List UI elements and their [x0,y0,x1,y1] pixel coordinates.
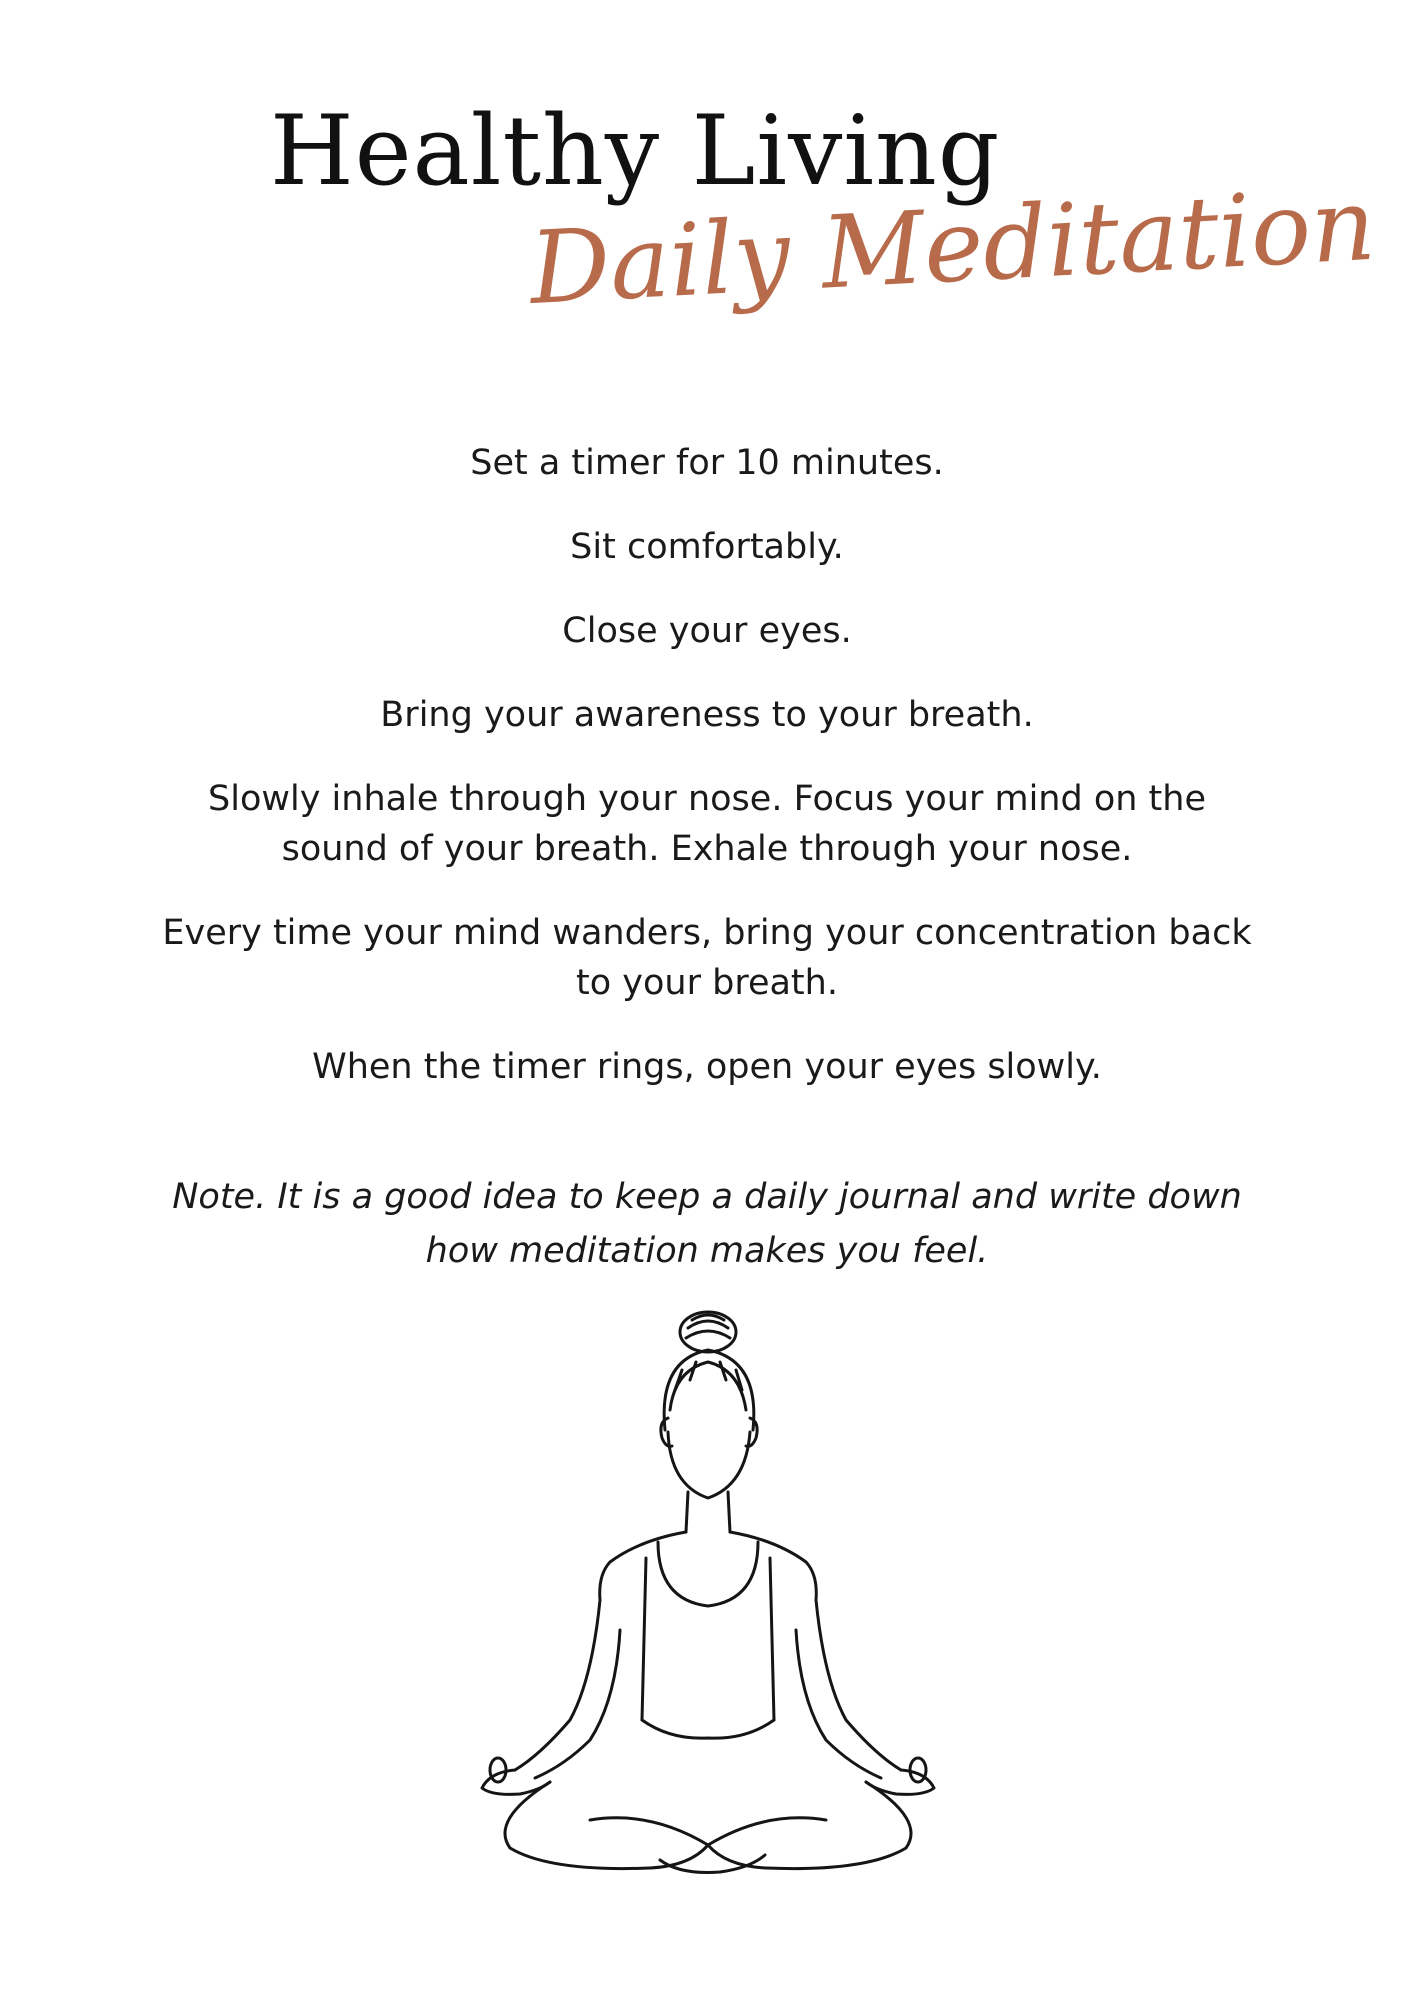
instruction-step: Every time your mind wanders, bring your concentration back to your breath. [162,913,1252,1003]
page-subtitle: Daily Meditation [526,165,1379,327]
instruction-step: Close your eyes. [562,611,852,651]
instruction-step: Set a timer for 10 minutes. [470,443,944,483]
instruction-step: When the timer rings, open your eyes slowly. [312,1047,1102,1087]
page-title: Healthy Living [270,95,1001,207]
instruction-step: Sit comfortably. [570,527,844,567]
meditating-woman-icon [420,1300,1000,1880]
journal-note: Note. It is a good idea to keep a daily journal and write down how meditation makes you feel. [172,1177,1242,1271]
instruction-step: Slowly inhale through your nose. Focus your mind on the sound of your breath. Exhale through your nose. [208,779,1206,869]
instruction-step: Bring your awareness to your breath. [380,695,1034,735]
instruction-list [160,438,1254,1176]
